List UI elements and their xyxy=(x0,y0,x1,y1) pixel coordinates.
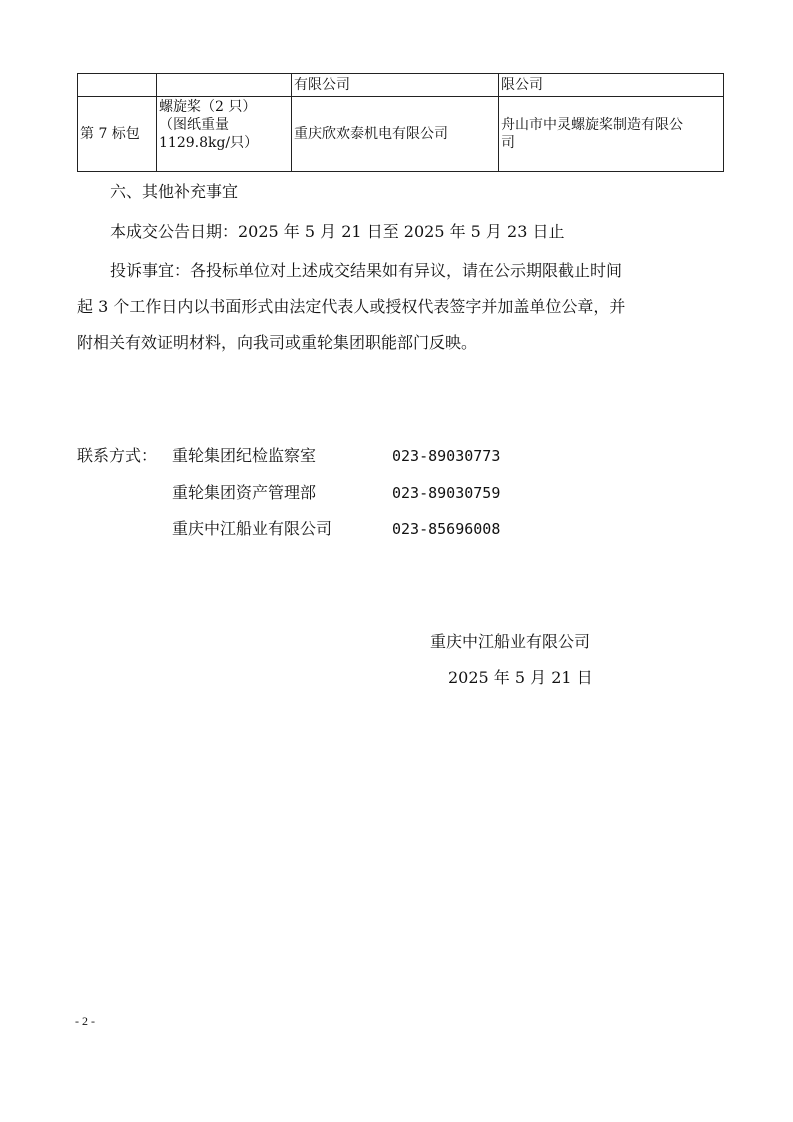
contact-phone: 023-89030773 xyxy=(392,447,501,465)
contact-org: 重轮集团资产管理部 xyxy=(172,483,317,502)
contact-org: 重轮集团纪检监察室 xyxy=(172,446,317,465)
table-row xyxy=(78,74,724,97)
complaint-paragraph-line: 起 3 个工作日内以书面形式由法定代表人或授权代表签字并加盖单位公章，并 xyxy=(77,297,626,316)
item-line: 螺旋桨（2 只） xyxy=(159,99,257,115)
table-row xyxy=(78,97,724,172)
announcement-date: 本成交公告日期：2025 年 5 月 21 日至 2025 年 5 月 23 日止 xyxy=(110,222,565,241)
winning-bidder-cell: 重庆欣欢泰机电有限公司 xyxy=(292,97,499,172)
table-cell: 有限公司 xyxy=(292,74,499,97)
table-cell: 限公司 xyxy=(499,74,724,97)
signature-company: 重庆中江船业有限公司 xyxy=(430,632,591,651)
signature-date: 2025 年 5 月 21 日 xyxy=(448,668,593,687)
table-cell xyxy=(78,74,157,97)
complaint-paragraph-line: 投诉事宜：各投标单位对上述成交结果如有异议，请在公示期限截止时间 xyxy=(110,261,623,280)
bidder-line: 司 xyxy=(501,135,515,151)
bidder-line: 舟山市中灵螺旋桨制造有限公 xyxy=(501,117,683,133)
contact-phone: 023-89030759 xyxy=(392,484,501,502)
table-cell xyxy=(157,74,292,97)
contact-label: 联系方式： xyxy=(77,446,158,465)
lot-number-cell: 第 7 标包 xyxy=(78,97,157,172)
item-line: （图纸重量 xyxy=(159,117,229,133)
bid-results-table xyxy=(77,73,724,172)
complaint-paragraph-line: 附相关有效证明材料，向我司或重轮集团职能部门反映。 xyxy=(77,333,478,352)
item-cell xyxy=(157,97,292,172)
contact-phone: 023-85696008 xyxy=(392,520,501,538)
section-heading: 六、其他补充事宜 xyxy=(110,182,239,201)
item-line: 1129.8kg/只） xyxy=(159,135,259,151)
page-number: - 2 - xyxy=(75,1014,95,1028)
other-bidder-cell xyxy=(499,97,724,172)
contact-org: 重庆中江船业有限公司 xyxy=(172,519,333,538)
